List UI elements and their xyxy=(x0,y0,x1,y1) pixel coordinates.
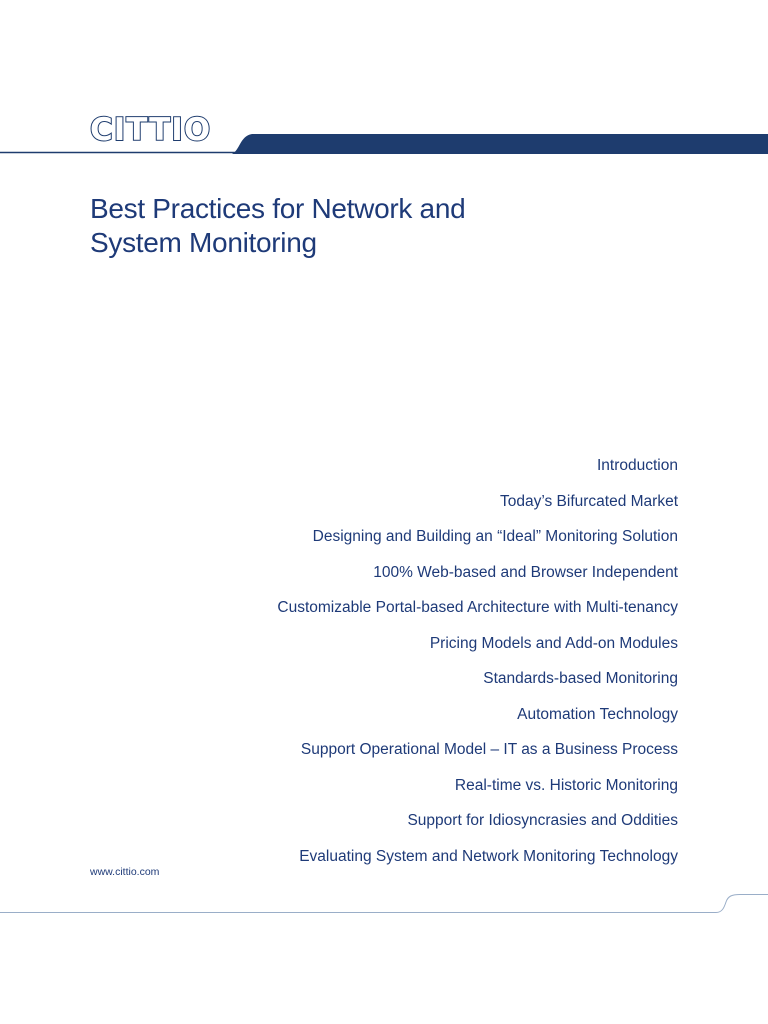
toc-item: Support for Idiosyncrasies and Oddities xyxy=(407,812,678,829)
toc-item: Standards-based Monitoring xyxy=(483,670,678,687)
toc-item: Real-time vs. Historic Monitoring xyxy=(454,776,678,794)
footer-rule-graphic xyxy=(0,890,768,920)
footer-rule xyxy=(0,890,768,920)
toc-item: Support Operational Model – IT as a Business Process xyxy=(300,741,678,758)
toc-item: Pricing Models and Add-on Modules xyxy=(429,634,678,652)
toc-item: 100% Web-based and Browser Independent xyxy=(373,563,678,581)
toc-item: Evaluating System and Network Monitoring Technology xyxy=(299,847,678,865)
document-title xyxy=(90,192,465,260)
toc-item: Today’s Bifurcated Market xyxy=(499,492,678,510)
footer-url: www.cittio.com xyxy=(90,866,160,878)
title-line-2: System Monitoring xyxy=(90,227,317,258)
cittio-logo: CITTIO xyxy=(90,112,212,148)
title-line-1: Best Practices for Network and xyxy=(90,193,466,224)
toc-item: Automation Technology xyxy=(517,705,678,723)
toc-item: Introduction xyxy=(597,457,678,474)
table-of-contents xyxy=(277,448,678,874)
toc-item: Designing and Building an “Ideal” Monitoring Solution xyxy=(312,528,678,545)
toc-item: Customizable Portal-based Architecture with Multi-tenancy xyxy=(277,599,678,616)
